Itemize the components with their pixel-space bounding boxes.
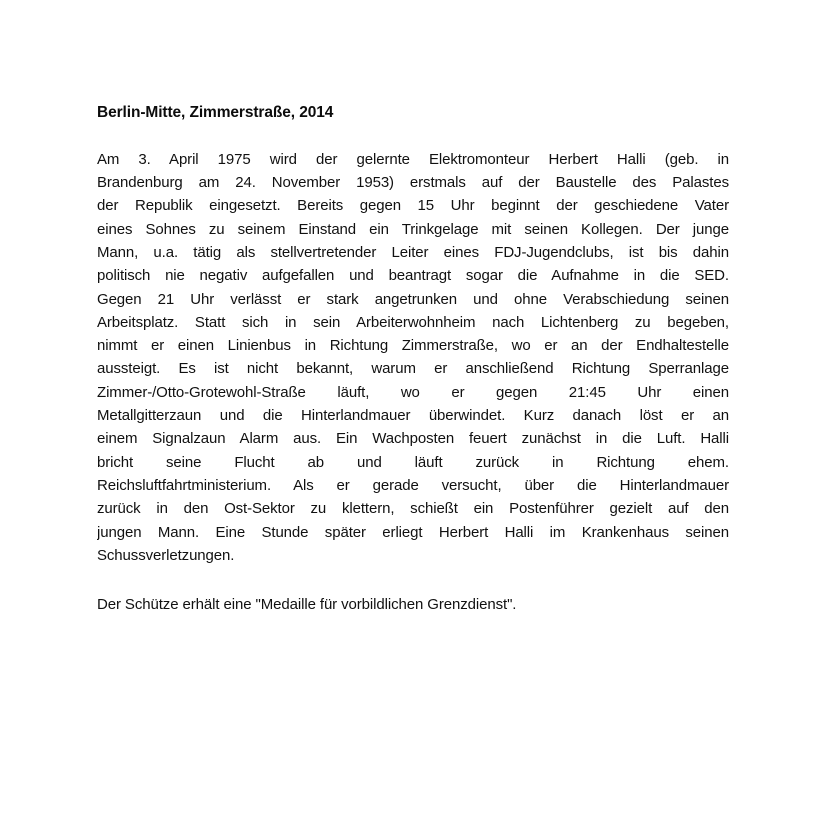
paragraph-line: Mann, u.a. tätig als stellvertretender Leiter eines FDJ-Jugendclubs, ist bis dahin (97, 243, 729, 261)
paragraph-line: politisch nie negativ aufgefallen und beantragt sogar die Aufnahme in die SED. (97, 267, 729, 285)
paragraph-line: Brandenburg am 24. November 1953) erstmals auf der Baustelle des Palastes (97, 174, 729, 192)
paragraph-line: bricht seine Flucht ab und läuft zurück in Richtung ehem. (97, 453, 729, 471)
paragraph-line: aussteigt. Es ist nicht bekannt, warum er anschließend Richtung Sperranlage (97, 360, 729, 378)
paragraph-line: jungen Mann. Eine Stunde später erliegt Herbert Halli im Krankenhaus seinen (97, 523, 729, 541)
paragraph-line: Schussverletzungen. (97, 546, 235, 564)
paragraph-line: nimmt er einen Linienbus in Richtung Zimmerstraße, wo er an der Endhaltestelle (97, 337, 729, 355)
paragraph-line: Reichsluftfahrtministerium. Als er gerade versucht, über die Hinterlandmauer (97, 476, 729, 494)
paragraph-line: einem Signalzaun Alarm aus. Ein Wachposten feuert zunächst in die Luft. Halli (97, 430, 729, 448)
document-title: Berlin-Mitte, Zimmerstraße, 2014 (97, 104, 334, 121)
paragraph-line: Am 3. April 1975 wird der gelernte Elektromonteur Herbert Halli (geb. in (97, 150, 729, 168)
paragraph-line: Zimmer-/Otto-Grotewohl-Straße läuft, wo er gegen 21:45 Uhr einen (97, 383, 729, 401)
paragraph-line: der Republik eingesetzt. Bereits gegen 15 Uhr beginnt der geschiedene Vater (97, 197, 729, 215)
body-paragraph (97, 148, 729, 567)
paragraph-line: Metallgitterzaun und die Hinterlandmauer überwindet. Kurz danach löst er an (97, 407, 729, 425)
paragraph-line: zurück in den Ost-Sektor zu klettern, schießt ein Postenführer gezielt auf den (97, 500, 729, 518)
closing-paragraph: Der Schütze erhält eine "Medaille für vorbildlichen Grenzdienst". (97, 596, 517, 614)
text-block (97, 0, 729, 616)
paragraph-line: Gegen 21 Uhr verlässt er stark angetrunken und ohne Verabschiedung seinen (97, 290, 729, 308)
paragraph-line: eines Sohnes zu seinem Einstand ein Trinkgelage mit seinen Kollegen. Der junge (97, 220, 729, 238)
paragraph-line: Arbeitsplatz. Statt sich in sein Arbeiterwohnheim nach Lichtenberg zu begeben, (97, 313, 729, 331)
